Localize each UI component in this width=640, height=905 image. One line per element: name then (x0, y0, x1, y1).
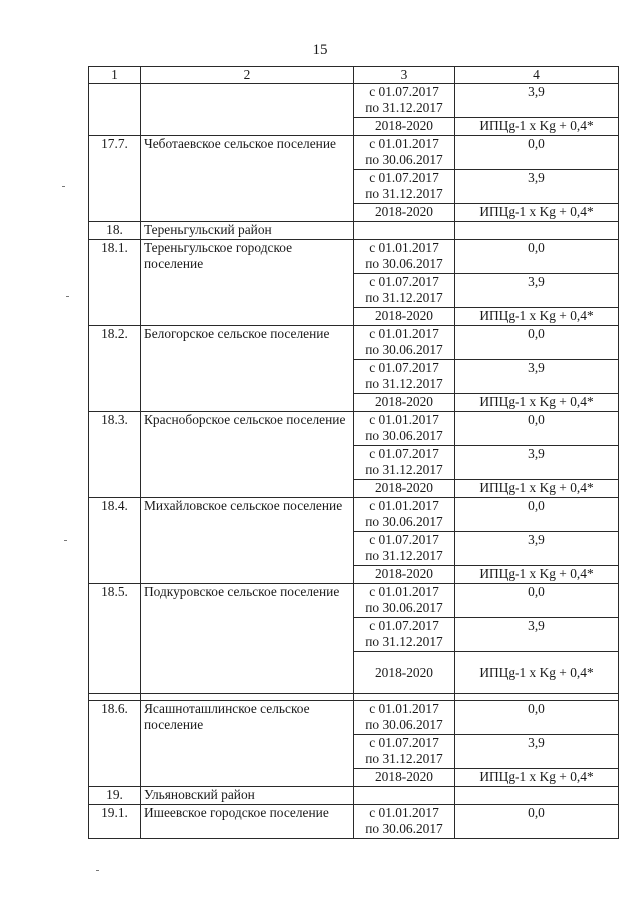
period-start: с 01.01.2017 (369, 412, 439, 427)
empty-cell (141, 84, 354, 136)
table-row (89, 701, 619, 735)
table-row (89, 84, 619, 118)
period-cell (354, 701, 455, 735)
period-end: по 30.06.2017 (365, 256, 443, 271)
empty-cell (89, 694, 141, 701)
period-cell (354, 446, 455, 480)
tariff-table (88, 66, 619, 839)
period-start: с 01.07.2017 (369, 274, 439, 289)
formula-cell: ИПЦg-1 x Kg + 0,4* (455, 566, 619, 584)
table-row (89, 498, 619, 532)
period-end: по 30.06.2017 (365, 717, 443, 732)
value-cell: 3,9 (455, 618, 619, 652)
period-cell (354, 274, 455, 308)
scan-speck (66, 296, 69, 297)
empty-cell (354, 787, 455, 805)
period-cell (354, 170, 455, 204)
period-start: с 01.01.2017 (369, 136, 439, 151)
row-number: 18.4. (89, 498, 141, 584)
years-cell: 2018-2020 (354, 652, 455, 694)
period-end: по 30.06.2017 (365, 428, 443, 443)
period-cell (354, 136, 455, 170)
period-start: с 01.07.2017 (369, 84, 439, 99)
value-cell: 0,0 (455, 240, 619, 274)
table-row (89, 240, 619, 274)
formula-cell: ИПЦg-1 x Kg + 0,4* (455, 769, 619, 787)
period-end: по 31.12.2017 (365, 751, 443, 766)
settlement-name: Ишеевское городское поселение (141, 805, 354, 839)
district-row (89, 222, 619, 240)
period-start: с 01.01.2017 (369, 805, 439, 820)
period-end: по 30.06.2017 (365, 342, 443, 357)
empty-cell (354, 222, 455, 240)
period-end: по 30.06.2017 (365, 514, 443, 529)
formula-cell: ИПЦg-1 x Kg + 0,4* (455, 652, 619, 694)
row-number: 18.2. (89, 326, 141, 412)
row-number: 19. (89, 787, 141, 805)
value-cell: 0,0 (455, 136, 619, 170)
period-start: с 01.01.2017 (369, 584, 439, 599)
period-start: с 01.01.2017 (369, 240, 439, 255)
period-start: с 01.07.2017 (369, 446, 439, 461)
years-cell: 2018-2020 (354, 204, 455, 222)
value-cell: 0,0 (455, 326, 619, 360)
empty-cell (455, 787, 619, 805)
row-number: 18. (89, 222, 141, 240)
years-cell: 2018-2020 (354, 480, 455, 498)
period-cell (354, 240, 455, 274)
value-cell: 0,0 (455, 805, 619, 839)
formula-cell: ИПЦg-1 x Kg + 0,4* (455, 394, 619, 412)
period-start: с 01.01.2017 (369, 701, 439, 716)
value-cell: 3,9 (455, 170, 619, 204)
value-cell: 3,9 (455, 532, 619, 566)
period-end: по 31.12.2017 (365, 376, 443, 391)
row-number: 18.3. (89, 412, 141, 498)
settlement-name: Белогорское сельское поселение (141, 326, 354, 412)
settlement-name: Красноборское сельское поселение (141, 412, 354, 498)
table-header-row (89, 67, 619, 84)
settlement-name: Ясашноташлинское сельское поселение (141, 701, 354, 787)
period-end: по 30.06.2017 (365, 600, 443, 615)
row-number: 18.6. (89, 701, 141, 787)
period-start: с 01.07.2017 (369, 170, 439, 185)
years-cell: 2018-2020 (354, 394, 455, 412)
period-end: по 31.12.2017 (365, 462, 443, 477)
page-number: 15 (312, 42, 328, 58)
value-cell: 0,0 (455, 701, 619, 735)
years-cell: 2018-2020 (354, 566, 455, 584)
table-row (89, 584, 619, 618)
settlement-name: Чеботаевское сельское поселение (141, 136, 354, 222)
row-number: 18.5. (89, 584, 141, 694)
value-cell: 3,9 (455, 84, 619, 118)
period-end: по 30.06.2017 (365, 152, 443, 167)
settlement-name: Михайловское сельское поселение (141, 498, 354, 584)
period-start: с 01.07.2017 (369, 532, 439, 547)
formula-cell: ИПЦg-1 x Kg + 0,4* (455, 480, 619, 498)
settlement-name: Подкуровское сельское поселение (141, 584, 354, 694)
empty-cell (354, 694, 455, 701)
row-number: 17.7. (89, 136, 141, 222)
column-header: 4 (455, 67, 619, 84)
value-cell: 3,9 (455, 735, 619, 769)
scan-speck (62, 186, 65, 187)
period-start: с 01.07.2017 (369, 360, 439, 375)
period-start: с 01.07.2017 (369, 618, 439, 633)
scan-speck (96, 870, 99, 871)
period-end: по 31.12.2017 (365, 548, 443, 563)
years-cell: 2018-2020 (354, 308, 455, 326)
period-cell (354, 326, 455, 360)
empty-cell (455, 694, 619, 701)
table-row (89, 326, 619, 360)
table-row (89, 805, 619, 839)
period-start: с 01.01.2017 (369, 498, 439, 513)
row-number: 19.1. (89, 805, 141, 839)
period-end: по 31.12.2017 (365, 290, 443, 305)
formula-cell: ИПЦg-1 x Kg + 0,4* (455, 204, 619, 222)
period-end: по 30.06.2017 (365, 821, 443, 836)
formula-cell: ИПЦg-1 x Kg + 0,4* (455, 118, 619, 136)
district-name: Ульяновский район (141, 787, 354, 805)
period-cell (354, 532, 455, 566)
empty-cell (89, 84, 141, 136)
period-cell (354, 735, 455, 769)
column-header: 2 (141, 67, 354, 84)
district-name: Тереньгульский район (141, 222, 354, 240)
value-cell: 0,0 (455, 498, 619, 532)
period-cell (354, 84, 455, 118)
value-cell: 3,9 (455, 446, 619, 480)
scan-speck (64, 540, 67, 541)
years-cell: 2018-2020 (354, 769, 455, 787)
value-cell: 3,9 (455, 274, 619, 308)
settlement-name: Тереньгульское городское поселение (141, 240, 354, 326)
years-cell: 2018-2020 (354, 118, 455, 136)
period-start: с 01.07.2017 (369, 735, 439, 750)
spacer-row (89, 694, 619, 701)
period-cell (354, 618, 455, 652)
period-start: с 01.01.2017 (369, 326, 439, 341)
period-cell (354, 360, 455, 394)
period-cell (354, 584, 455, 618)
empty-cell (455, 222, 619, 240)
period-cell (354, 805, 455, 839)
empty-cell (141, 694, 354, 701)
row-number: 18.1. (89, 240, 141, 326)
table-row (89, 412, 619, 446)
period-end: по 31.12.2017 (365, 100, 443, 115)
formula-cell: ИПЦg-1 x Kg + 0,4* (455, 308, 619, 326)
column-header: 1 (89, 67, 141, 84)
period-end: по 31.12.2017 (365, 634, 443, 649)
value-cell: 3,9 (455, 360, 619, 394)
period-cell (354, 412, 455, 446)
period-cell (354, 498, 455, 532)
value-cell: 0,0 (455, 412, 619, 446)
district-row (89, 787, 619, 805)
period-end: по 31.12.2017 (365, 186, 443, 201)
table-row (89, 136, 619, 170)
value-cell: 0,0 (455, 584, 619, 618)
column-header: 3 (354, 67, 455, 84)
